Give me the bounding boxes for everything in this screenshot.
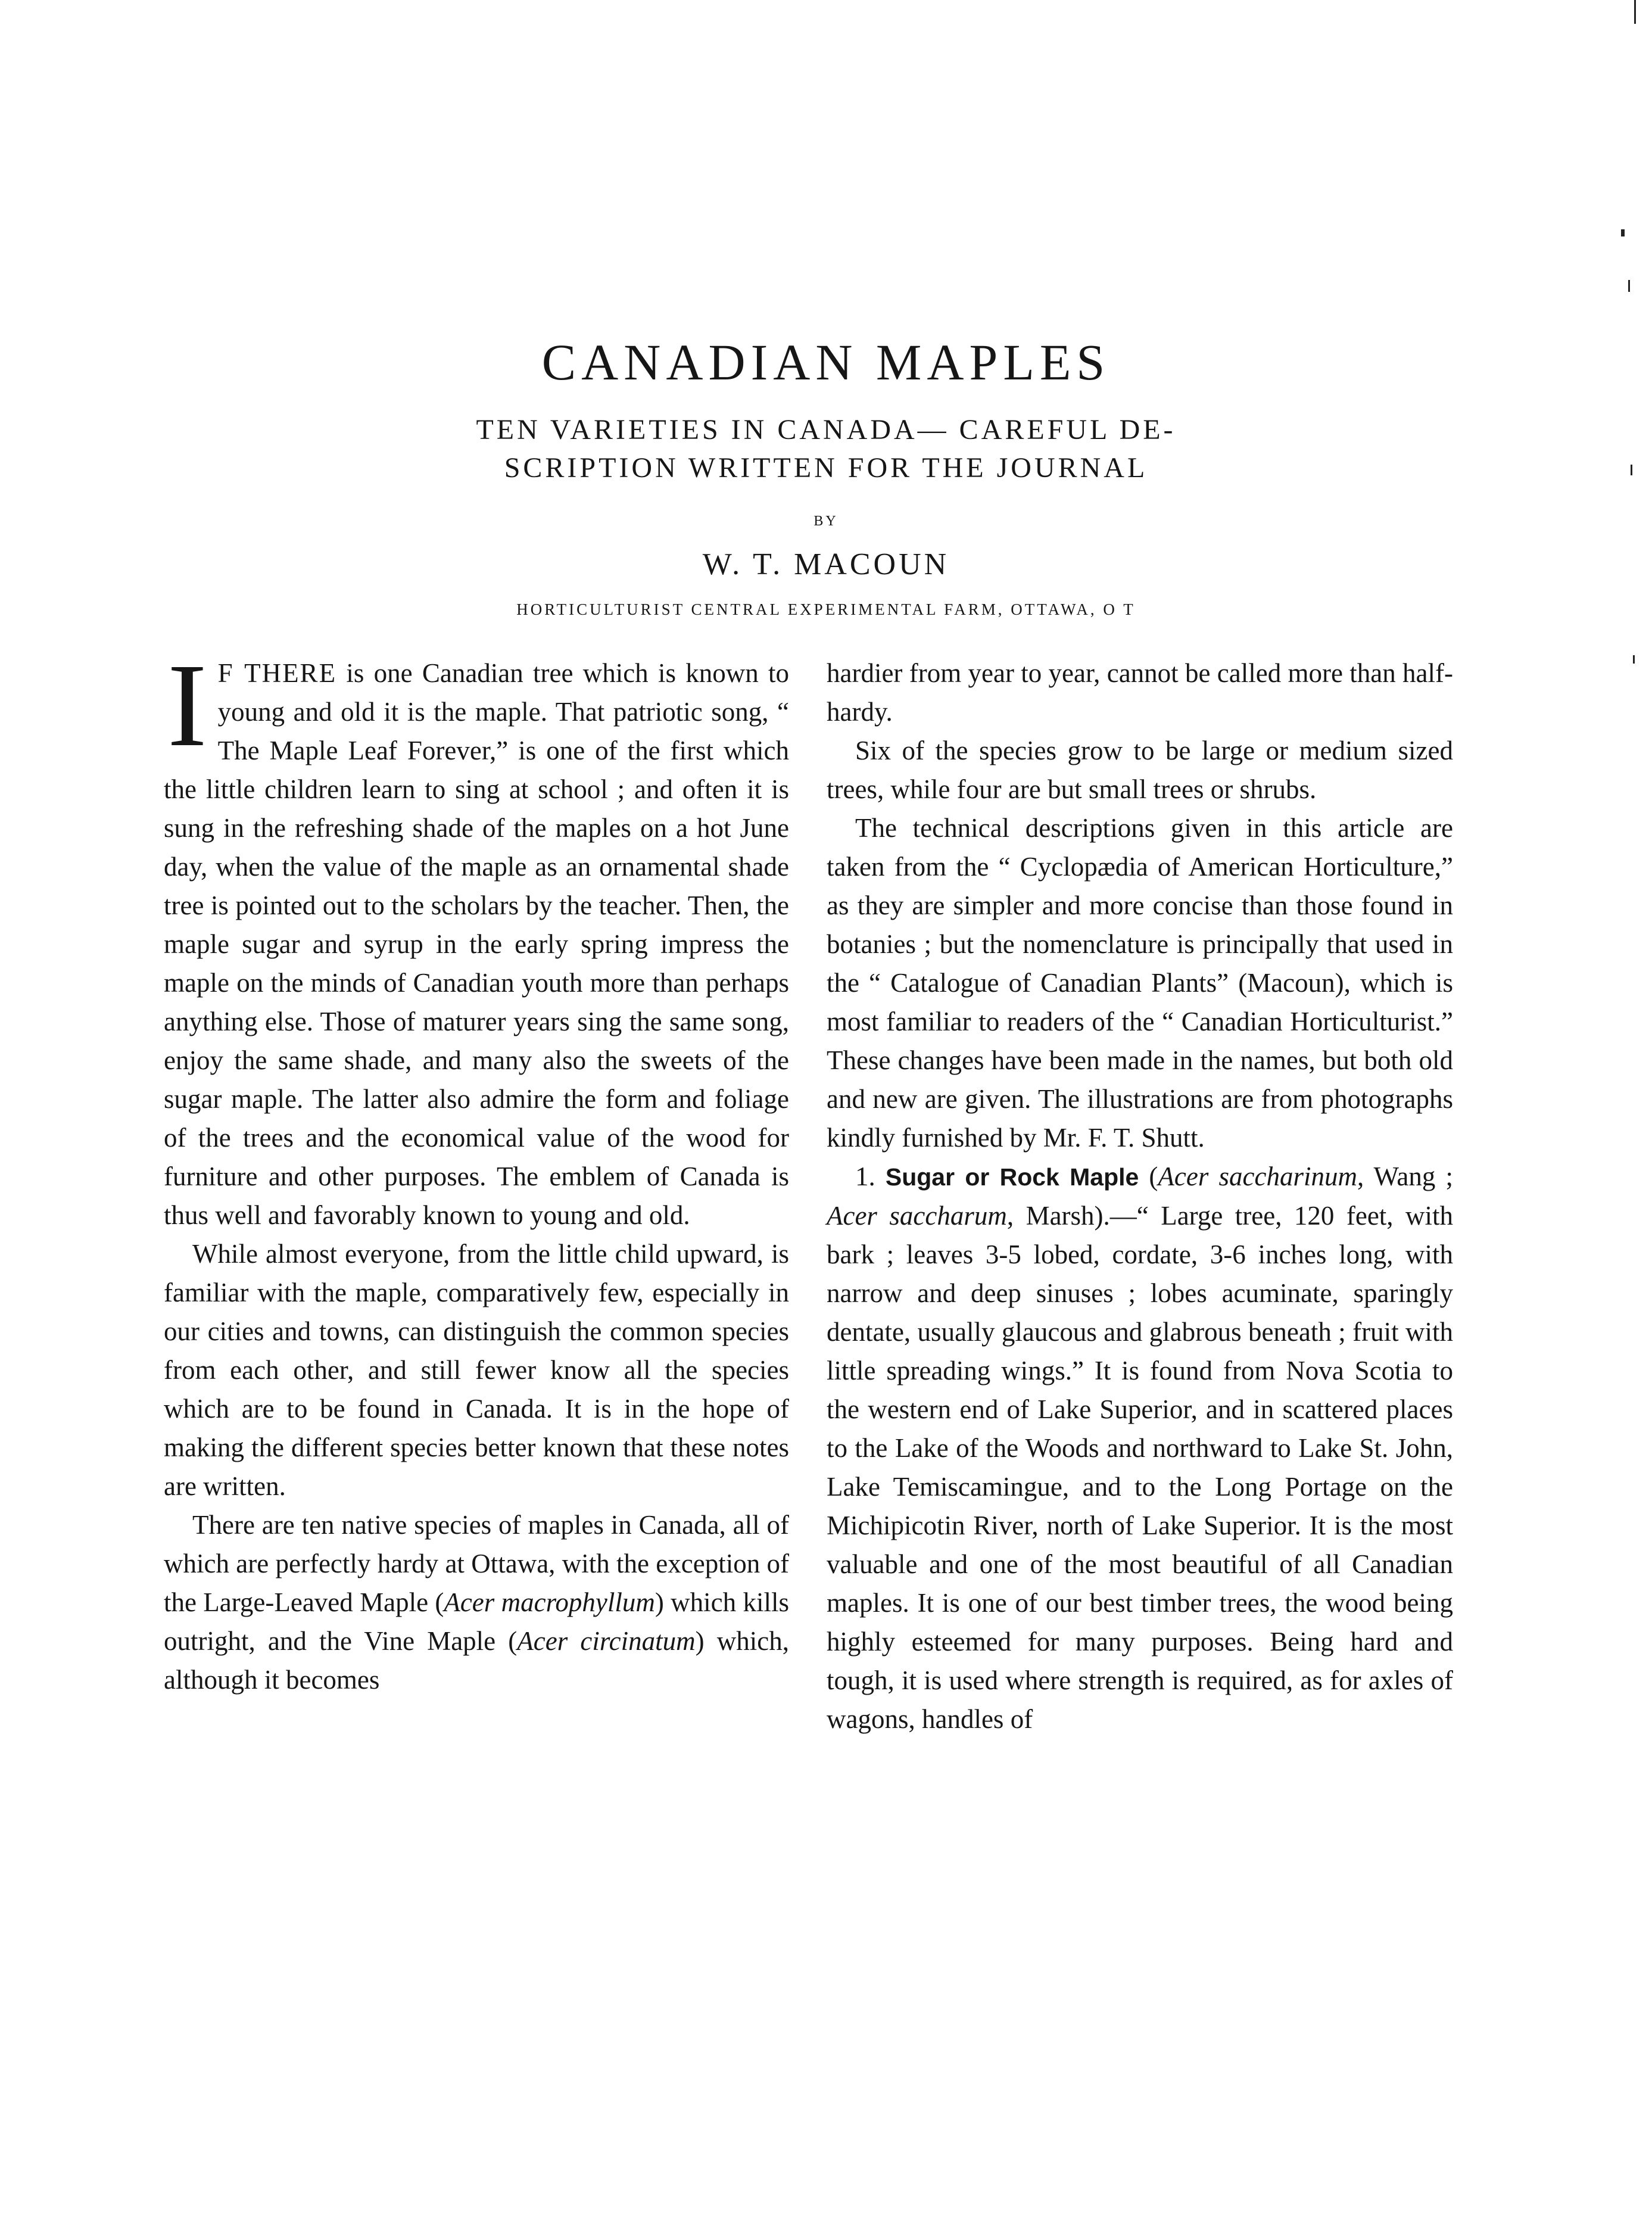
scan-margin-specks <box>1616 0 1652 2217</box>
scan-speck <box>1631 465 1632 475</box>
paragraph-text: There are ten native species of maples in Canada, all of which are perfectly hardy at Ottawa, with the exception of the Large-Leaved Maple ( <box>164 1510 789 1617</box>
paragraph: hardier from year to year, cannot be called more than half-hardy. <box>827 658 1453 727</box>
section-number: 1. <box>855 1162 886 1191</box>
subtitle-line-2: SCRIPTION WRITTEN FOR THE JOURNAL <box>504 452 1148 484</box>
paragraph: Six of the species grow to be large or medium sized trees, while four are but small trees or shrubs. <box>827 736 1453 804</box>
drop-cap: I <box>167 640 207 771</box>
section-heading: Sugar or Rock Maple <box>885 1163 1139 1191</box>
author-affiliation: HORTICULTURIST CENTRAL EXPERIMENTAL FARM, OTTAWA, O T <box>516 600 1136 618</box>
paragraph <box>164 1506 789 1699</box>
species-name: Acer saccharum <box>827 1201 1007 1231</box>
scan-speck <box>1628 280 1630 292</box>
paragraph: While almost everyone, from the little child upward, is familiar with the maple, comparatively few, especially in our cities and towns, can distinguish the common species from each other, and still fewer know all the species which are to be found in Canada. It is in the hope of making the different species better known that these notes are written. <box>164 1239 789 1501</box>
paragraph-text: , Wang ; <box>1357 1162 1453 1191</box>
byline-label: BY <box>813 513 839 529</box>
scan-speck <box>1634 0 1636 24</box>
species-name: Acer circinatum <box>517 1626 696 1656</box>
paragraph <box>164 640 789 1235</box>
right-column <box>827 654 1453 1739</box>
paragraph <box>827 1157 1453 1739</box>
subtitle-line-1: TEN VARIETIES IN CANADA— CAREFUL DE- <box>476 414 1176 446</box>
article-subtitle <box>0 411 1652 487</box>
paragraph-text: ) which, although it becomes <box>164 1626 789 1695</box>
paragraph-text: ) which kills outright, and the Vine Maple ( <box>164 1587 789 1656</box>
left-column <box>164 640 789 1699</box>
paragraph-text: , Marsh).—“ Large tree, 120 feet, with bark ; leaves 3-5 lobed, cordate, 3-6 inches long, with narrow and deep sinuses ; lobes acuminate, sparingly dentate, usually glaucous and glabrous beneath ; fruit with little spreading wings.” It is found from Nova Scotia to the western end of Lake Superior, and in scattered places to the Lake of the Woods and northward to Lake St. John, Lake Temiscamingue, and to the Long Portage on the Michipicotin River, north of Lake Superior. It is the most valuable and one of the most beautiful of all Canadian maples. It is one of our best timber trees, the wood being highly esteemed for many purposes. Being hard and tough, it is used where strength is required, as for axles of wagons, handles of <box>827 1201 1453 1734</box>
species-name: Acer macrophyllum <box>444 1587 655 1617</box>
scan-speck <box>1621 229 1625 236</box>
paragraph-text: is one Canadian tree which is known to young and old it is the maple. That patriotic song, “ The Maple Leaf Forever,” is one of the first which the little children learn to sing at school ; and often it is sung in the refreshing shade of the maples on a hot June day, when the value of the maple as an ornamental shade tree is pointed out to the scholars by the teacher. Then, the maple sugar and syrup in the early spring impress the maple on the minds of Canadian youth more than perhaps anything else. Those of maturer years sing the same song, enjoy the same shade, and many also the sweets of the sugar maple. The latter also admire the form and foliage of the trees and the economical value of the wood for furniture and other purposes. The emblem of Canada is thus well and favorably known to young and old. <box>164 658 789 1230</box>
author-name: W. T. MACOUN <box>702 547 950 581</box>
paragraph-text: ( <box>1139 1162 1158 1191</box>
article-title: CANADIAN MAPLES <box>541 334 1111 391</box>
scan-speck <box>1633 655 1635 664</box>
paragraph: The technical descriptions given in this article are taken from the “ Cyclopædia of American Horticulture,” as they are simpler and more concise than those found in botanies ; but the nomenclature is principally that used in the “ Catalogue of Canadian Plants” (Macoun), which is most familiar to readers of the “ Canadian Horticulturist.” These changes have been made in the names, but both old and new are given. The illustrations are from photographs kindly furnished by Mr. F. T. Shutt. <box>827 813 1453 1153</box>
species-name: Acer saccharinum <box>1158 1162 1357 1191</box>
paragraph-lead: F THERE <box>217 658 337 688</box>
